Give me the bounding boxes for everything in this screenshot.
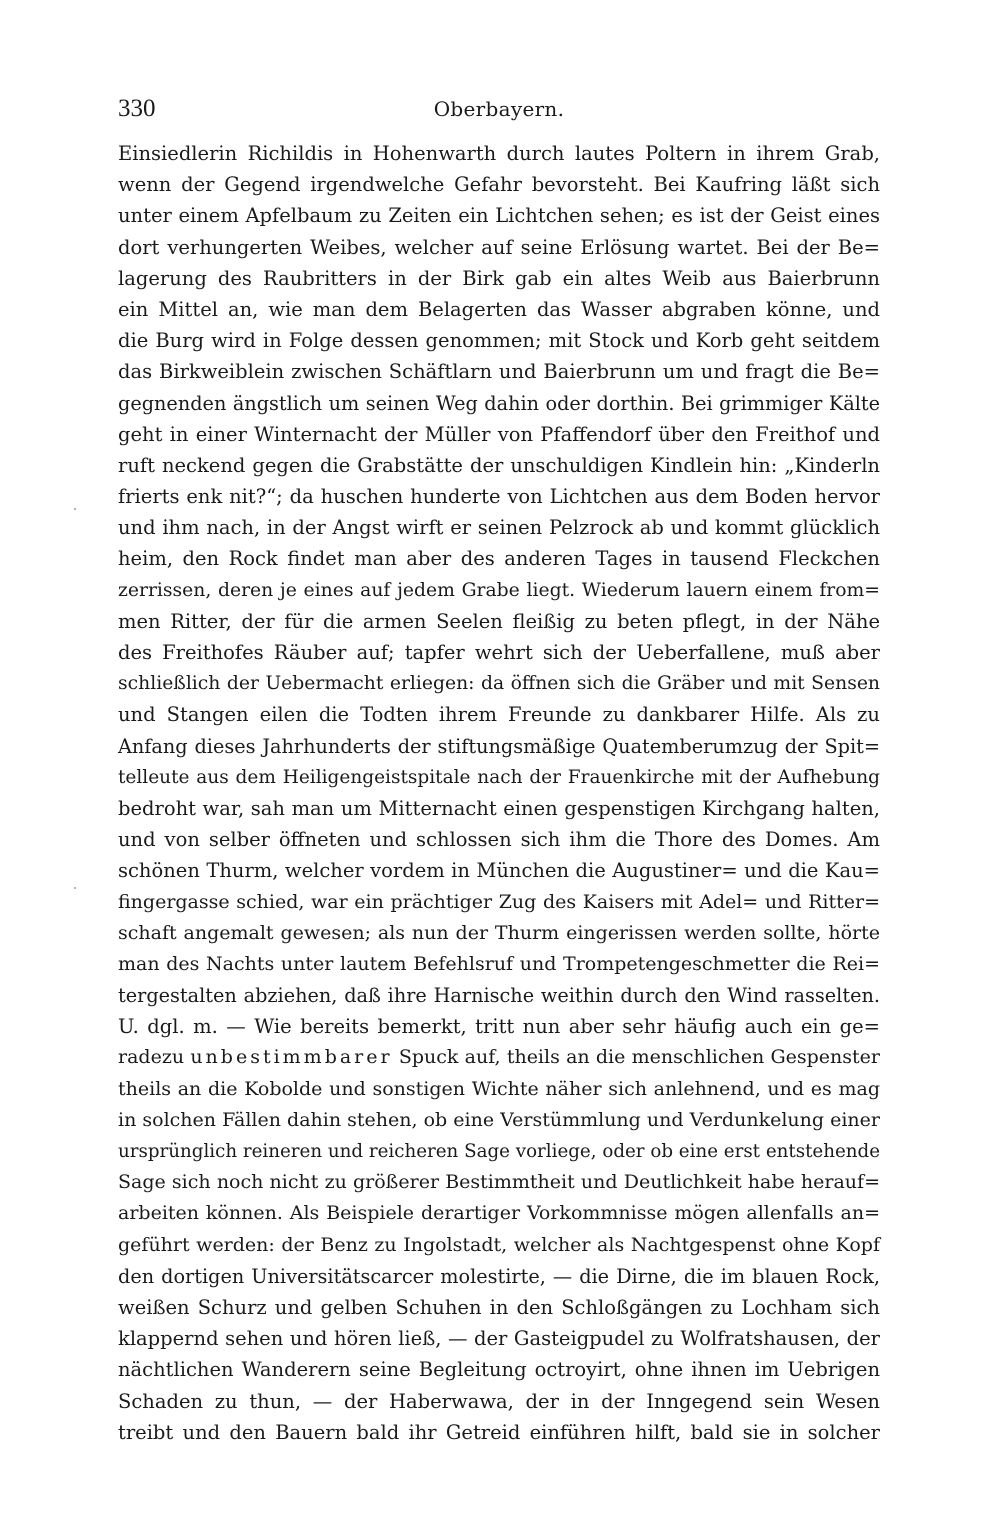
text-line: fingergasse schied, war ein prächtiger Zug des Kaisers mit Adel= und Ritter= xyxy=(118,890,880,913)
margin-speck xyxy=(74,887,76,889)
text-line: die Burg wird in Folge dessen genommen; mit Stock und Korb geht seitdem xyxy=(118,329,880,353)
emphasized-word: unbestimmbarer xyxy=(190,1046,393,1069)
text-line: das Birkweiblein zwischen Schäftlarn und Baierbrunn um und fragt die Be= xyxy=(118,360,880,384)
text-line: arbeiten können. Als Beispiele derartiger Vorkommnisse mögen allenfalls an= xyxy=(118,1202,880,1225)
text-line: unter einem Apfelbaum zu Zeiten ein Lichtchen sehen; es ist der Geist eines xyxy=(118,204,880,228)
text-line: U. dgl. m. — Wie bereits bemerkt, tritt nun aber sehr häufig auch ein ge= xyxy=(118,1015,880,1039)
text-line: lagerung des Raubritters in der Birk gab ein altes Weib aus Baierbrunn xyxy=(118,266,880,290)
text-line: gegnenden ängstlich um seinen Weg dahin oder dorthin. Bei grimmiger Kälte xyxy=(118,391,880,415)
text-line: des Freithofes Räuber auf; tapfer wehrt sich der Ueberfallene, muß aber xyxy=(118,641,880,664)
text-line: ein Mittel an, wie man dem Belagerten das Wasser abgraben könne, und xyxy=(118,297,880,321)
margin-speck xyxy=(74,508,76,510)
text-line: geführt werden: der Benz zu Ingolstadt, welcher als Nachtgespenst ohne Kopf xyxy=(118,1233,880,1256)
text-line: Schaden zu thun, — der Haberwawa, der in der Inngegend sein Wesen xyxy=(118,1389,880,1413)
page-number: 330 xyxy=(118,95,156,122)
line-end: Spuck auf, theils an die menschlichen Gespenster xyxy=(398,1046,880,1069)
text-line: geht in einer Winternacht der Müller von Pfaffendorf über den Freithof und xyxy=(118,422,880,446)
text-line: schließlich der Uebermacht erliegen: da öffnen sich die Gräber und mit Sensen xyxy=(118,673,880,695)
text-line: dort verhungerten Weibes, welcher auf seine Erlösung wartet. Bei der Be= xyxy=(118,235,880,259)
text-line: Sage sich noch nicht zu größerer Bestimmtheit und Deutlichkeit habe herauf= xyxy=(118,1171,880,1194)
text-line: Einsiedlerin Richildis in Hohenwarth durch lautes Poltern in ihrem Grab, xyxy=(118,142,880,165)
text-line: telleute aus dem Heiligengeistspitale nach der Frauenkirche mit der Aufhebung xyxy=(118,766,880,788)
text-line: in solchen Fällen dahin stehen, ob eine Verstümmlung und Verdunkelung einer xyxy=(118,1108,880,1131)
text-line: frierts enk nit?“; da huschen hunderte von Lichtchen aus dem Boden hervor xyxy=(118,485,880,509)
text-line: ruft neckend gegen die Grabstätte der unschuldigen Kindlein hin: „Kinderln xyxy=(118,453,880,477)
text-line: treibt und den Bauern bald ihr Getreid einführen hilft, bald sie in solcher xyxy=(118,1420,880,1444)
line-start: radezu xyxy=(118,1046,185,1069)
text-line: schaft angemalt gewesen; als nun der Thurm eingerissen werden sollte, hörte xyxy=(118,921,880,944)
text-line: tergestalten abziehen, daß ihre Harnische weithin durch den Wind rasselten. xyxy=(118,984,880,1008)
text-line: theils an die Kobolde und sonstigen Wichte näher sich anlehnend, und es mag xyxy=(118,1077,880,1100)
text-line: den dortigen Universitätscarcer molestirte, — die Dirne, die im blauen Rock, xyxy=(118,1264,880,1288)
text-line: men Ritter, der für die armen Seelen fleißig zu beten pflegt, in der Nähe xyxy=(118,609,880,633)
text-line: bedroht war, sah man um Mitternacht einen gespenstigen Kirchgang halten, xyxy=(118,796,880,820)
text-line: heim, den Rock findet man aber des anderen Tages in tausend Fleckchen xyxy=(118,547,880,571)
text-line: wenn der Gegend irgendwelche Gefahr bevorsteht. Bei Kaufring läßt sich xyxy=(118,173,880,197)
text-line: man des Nachts unter lautem Befehlsruf und Trompetengeschmetter die Rei= xyxy=(118,952,880,975)
text-line: weißen Schurz und gelben Schuhen in den Schloßgängen zu Lochham sich xyxy=(118,1295,880,1319)
text-line-emphasis xyxy=(118,1042,880,1073)
page-header xyxy=(118,93,880,125)
body-text xyxy=(118,138,880,1448)
text-line: zerrissen, deren je eines auf jedem Grabe liegt. Wiederum lauern einem from= xyxy=(118,579,880,601)
text-line: Anfang dieses Jahrhunderts der stiftungsmäßige Quatemberumzug der Spit= xyxy=(118,734,880,758)
text-line: nächtlichen Wanderern seine Begleitung octroyirt, ohne ihnen im Uebrigen xyxy=(118,1358,880,1382)
text-line: ursprünglich reineren und reicheren Sage vorliege, oder ob eine erst entstehende xyxy=(118,1141,880,1162)
text-line: und Stangen eilen die Todten ihrem Freunde zu dankbarer Hilfe. Als zu xyxy=(118,703,880,727)
text-line: und von selber öffneten und schlossen sich ihm die Thore des Domes. Am xyxy=(118,828,880,852)
running-head: Oberbayern. xyxy=(433,97,565,121)
text-line: klappernd sehen und hören ließ, — der Gasteigpudel zu Wolfratshausen, der xyxy=(118,1327,880,1351)
text-line: und ihm nach, in der Angst wirft er seinen Pelzrock ab und kommt glücklich xyxy=(118,516,880,540)
text-line: schönen Thurm, welcher vordem in München die Augustiner= und die Kau= xyxy=(118,859,880,883)
